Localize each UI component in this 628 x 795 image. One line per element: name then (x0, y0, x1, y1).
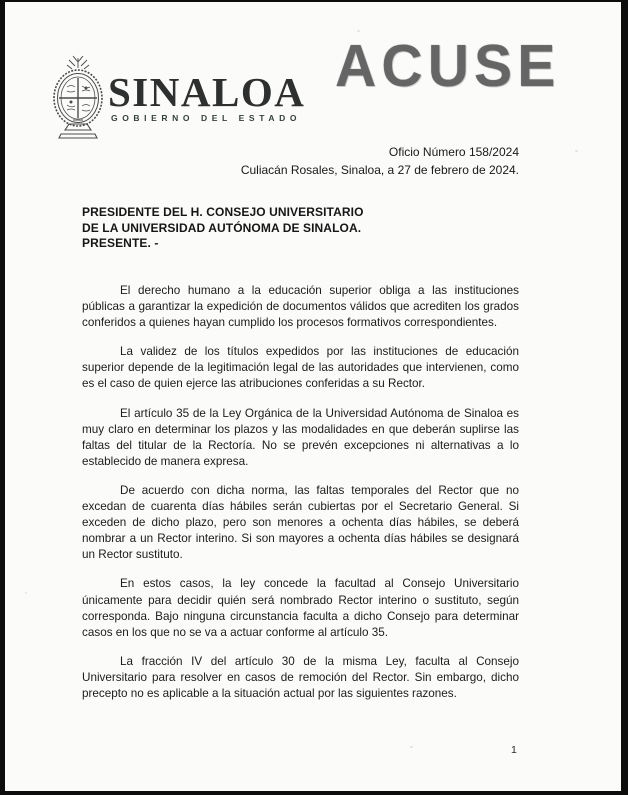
recipient-block (82, 205, 364, 252)
oficio-number-line: Oficio Número 158/2024 (388, 145, 519, 159)
scan-noise (410, 746, 413, 748)
paragraph: La validez de los títulos expedidos por las instituciones de educación superior depende de la legitimación legal de las autoridades que intervienen, como es el caso de quien ejerce las atribuciones conferidas a su Rector. (82, 345, 519, 391)
scan-noise (575, 150, 578, 152)
letter-body (82, 283, 519, 715)
reference-block (241, 144, 519, 179)
recipient-line: PRESIDENTE DEL H. CONSEJO UNIVERSITARIO (82, 205, 364, 219)
acuse-stamp: ACUSE (335, 31, 561, 99)
sinaloa-state-seal-icon (49, 54, 107, 142)
scan-noise (25, 592, 27, 594)
paragraph: El artículo 35 de la Ley Orgánica de la Universidad Autónoma de Sinaloa es muy claro en determinar los plazos y las modalidades en que deberán suplirse las faltas del titular de la Rectoría. No se prevén excepciones ni alternativas a lo establecido de manera expresa. (82, 406, 519, 468)
scan-noise (357, 30, 360, 32)
recipient-line: PRESENTE. - (82, 236, 159, 251)
state-wordmark-subtitle: GOBIERNO DEL ESTADO (111, 113, 302, 123)
paragraph: En estos casos, la ley concede la facultad al Consejo Universitario únicamente para decidir quién será nombrado Rector interino o sustituto, según corresponda. Bajo ninguna circunstancia faculta a dicho Consejo para determinar casos en los que no se va a actuar conforme al artículo 35. (82, 577, 519, 639)
page-number: 1 (511, 744, 517, 756)
document-page (5, 2, 621, 791)
recipient-line: DE LA UNIVERSIDAD AUTÓNOMA DE SINALOA. (82, 220, 362, 235)
paragraph: La fracción IV del artículo 30 de la misma Ley, faculta al Consejo Universitario para resolver en casos de remoción del Rector. Sin embargo, dicho precepto no es aplicable a la situación actual por las siguientes razones. (82, 654, 519, 700)
paragraph: El derecho humano a la educación superior obliga a las instituciones públicas a garantizar la expedición de documentos válidos que acrediten los grados conferidos a quienes hayan cumplido los procesos formativos correspondientes. (82, 284, 519, 330)
state-wordmark: SINALOA (108, 69, 306, 115)
date-line: Culiacán Rosales, Sinaloa, a 27 de febrero de 2024. (240, 162, 519, 177)
paragraph: De acuerdo con dicha norma, las faltas temporales del Rector que no excedan de cuarenta días hábiles serán cubiertas por el Secretario General. Si exceden de dicho plazo, pero son menores a ochenta días hábiles, se deberá nombrar a un Rector interino. Si son mayores a ochenta días hábiles se designará un Rector sustituto. (82, 483, 519, 562)
